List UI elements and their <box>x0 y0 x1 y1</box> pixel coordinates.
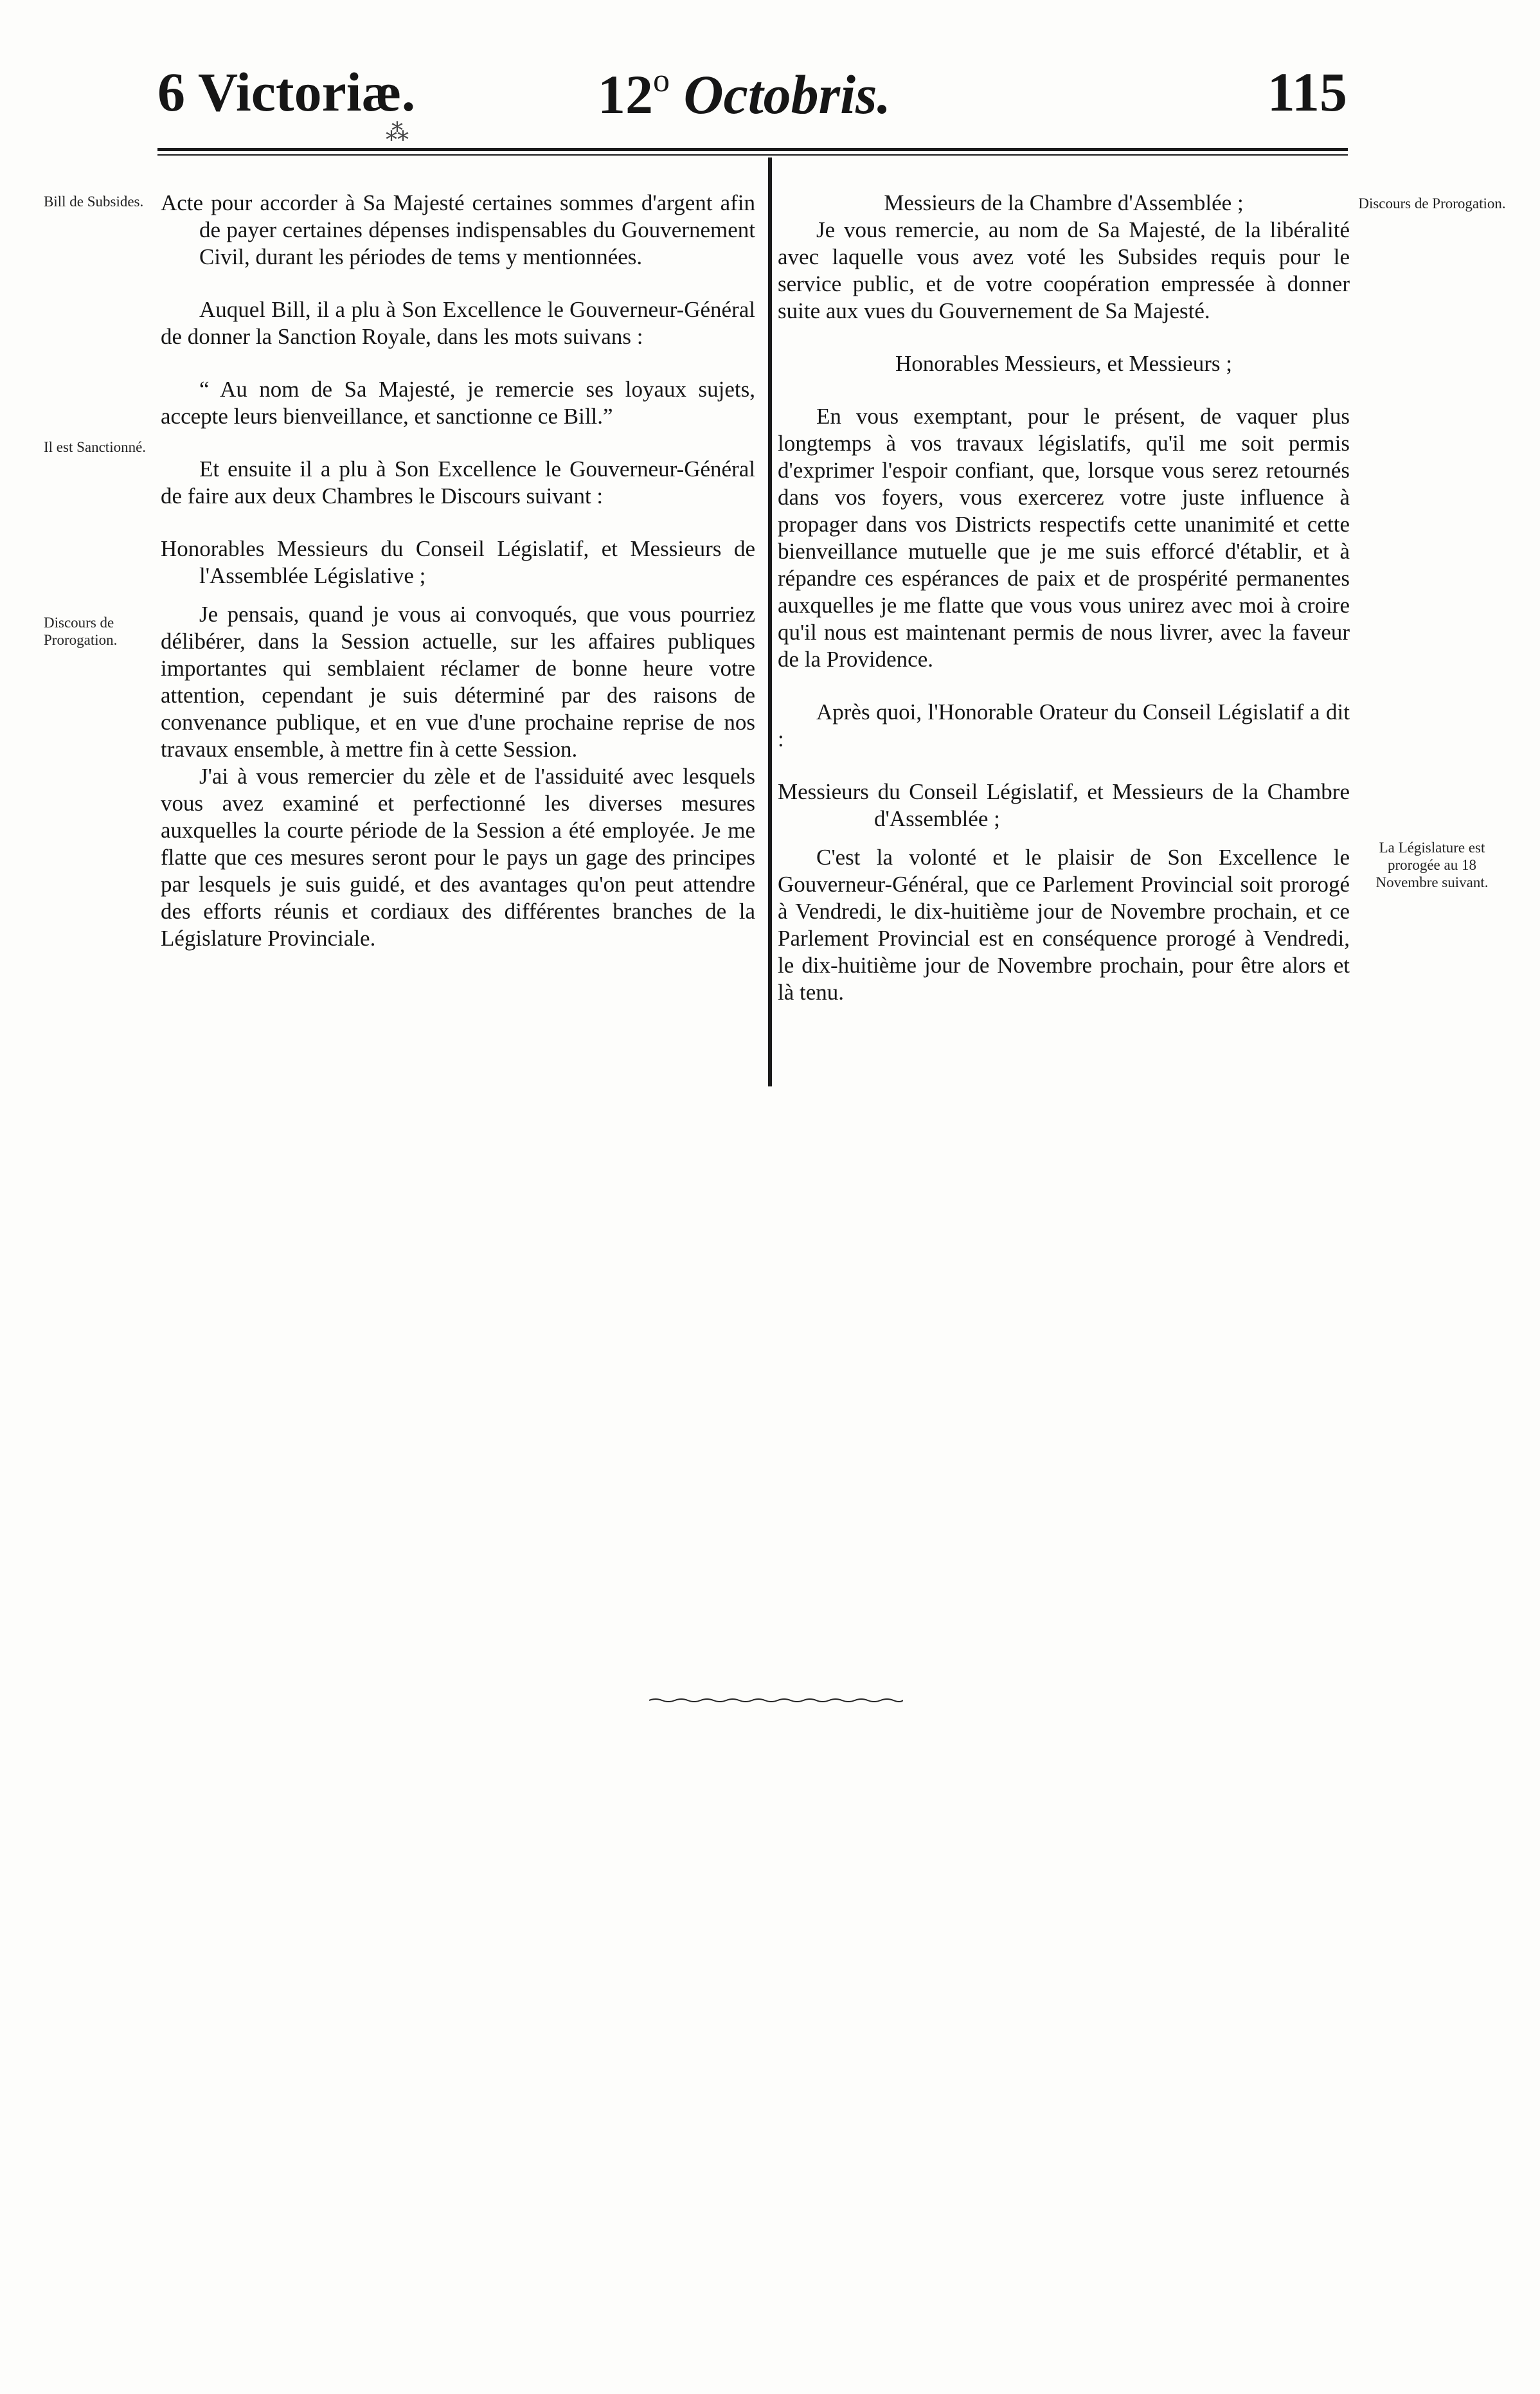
header-rule-thick <box>157 148 1348 151</box>
paragraph: Après quoi, l'Honorable Orateur du Conseil Législatif a dit : <box>778 699 1350 752</box>
header-rule-thin <box>157 154 1348 156</box>
column-divider <box>768 158 772 1086</box>
paragraph: Je vous remercie, au nom de Sa Majesté, de la libéralité avec laquelle vous avez voté les Subsides requis pour le service public, et de votre coopération empressée à donner suite aux vues du Gouvernement de Sa Majesté. <box>778 217 1350 323</box>
address-heading: Honorables Messieurs, et Messieurs ; <box>895 351 1232 376</box>
sidenote-legislature: La Législature est prorogée au 18 Novembre suivant. <box>1375 840 1489 890</box>
sidenote-discours-left: Discours de Prorogation. <box>44 615 118 648</box>
date-superscript: o <box>653 62 670 99</box>
bill-title: Acte pour accorder à Sa Majesté certaines sommes d'argent afin de payer certaines dépenses indispensables du Gouvernement Civil, durant les périodes de tems y mentionnées. <box>161 190 755 269</box>
sidenote-discours-right: Discours de Prorogation. <box>1358 195 1506 212</box>
date-number: 12 <box>598 64 653 125</box>
paragraph: Je pensais, quand je vous ai convoqués, que vous pourriez délibérer, dans la Session actuelle, sur les affaires publiques importantes qui semblaient réclamer de bonne heure votre attention, cependant je suis déterminé par des raisons de convenance publique, et en vue d'une prochaine reprise de nos travaux ensemble, à mettre fin à cette Session. <box>161 602 755 762</box>
closing-ornament-rule <box>649 1697 903 1704</box>
paragraph: Et ensuite il a plu à Son Excellence le Gouverneur-Général de faire aux deux Chambres le Discours suivant : <box>161 456 755 509</box>
royal-sanction-quote: “ Au nom de Sa Majesté, je remercie ses loyaux sujets, accepte leurs bienveillance, et sanctionne ce Bill.” <box>161 377 755 429</box>
page-header <box>0 0 1540 154</box>
ornament-mark: ⁂ <box>386 120 409 145</box>
regnal-year: 6 Victoriæ. <box>157 61 416 123</box>
address-heading: Messieurs de la Chambre d'Assemblée ; <box>884 190 1244 215</box>
page-number: 115 <box>1267 61 1347 123</box>
paragraph: Auquel Bill, il a plu à Son Excellence le Gouverneur-Général de donner la Sanction Royale, dans les mots suivans : <box>161 297 755 349</box>
right-column <box>778 190 1350 1006</box>
date-word: Octobris. <box>683 64 891 125</box>
left-column <box>161 190 755 952</box>
sidenote-bill-subsides: Bill de Subsides. <box>44 194 144 210</box>
session-date <box>598 62 891 125</box>
paragraph: En vous exemptant, pour le présent, de vaquer plus longtemps à vos travaux législatifs, qu'il me soit permis d'exprimer l'espoir confiant, que, lorsque vous serez retournés dans vos foyers, vous exercerez votre juste influence à propager dans vos Districts respectifs cette unanimité et cette bienveillance mutuelle que je me suis efforcé d'établir, et à répandre ces espérances de paix et de prospérité permanentes auxquelles je me flatte que vous vous unirez avec moi à croire qu'il nous est maintenant permis de nous livrer, avec la faveur de la Providence. <box>778 404 1350 672</box>
paragraph: C'est la volonté et le plaisir de Son Excellence le Gouverneur-Général, que ce Parlement Provincial soit prorogé à Vendredi, le dix-huitième jour de Novembre prochain, et ce Parlement Provincial est en conséquence prorogé à Vendredi, le dix-huitième jour de Novembre prochain, pour être alors et là tenu. <box>778 845 1350 1005</box>
address-heading: Honorables Messieurs du Conseil Législatif, et Messieurs de l'Assemblée Législative ; <box>161 536 755 588</box>
paragraph: J'ai à vous remercier du zèle et de l'assiduité avec lesquels vous avez examiné et perfectionné les diverses mesures auxquelles la courte période de la Session a été employée. Je me flatte que ces mesures seront pour le pays un gage des principes par lesquels je suis guidé, et des avantages qu'on peut attendre des efforts réunis et cordiaux des différentes branches de la Législature Provinciale. <box>161 764 755 951</box>
address-heading: Messieurs du Conseil Législatif, et Messieurs de la Chambre d'Assemblée ; <box>778 779 1350 831</box>
sidenote-sanctionne: Il est Sanctionné. <box>44 439 147 455</box>
